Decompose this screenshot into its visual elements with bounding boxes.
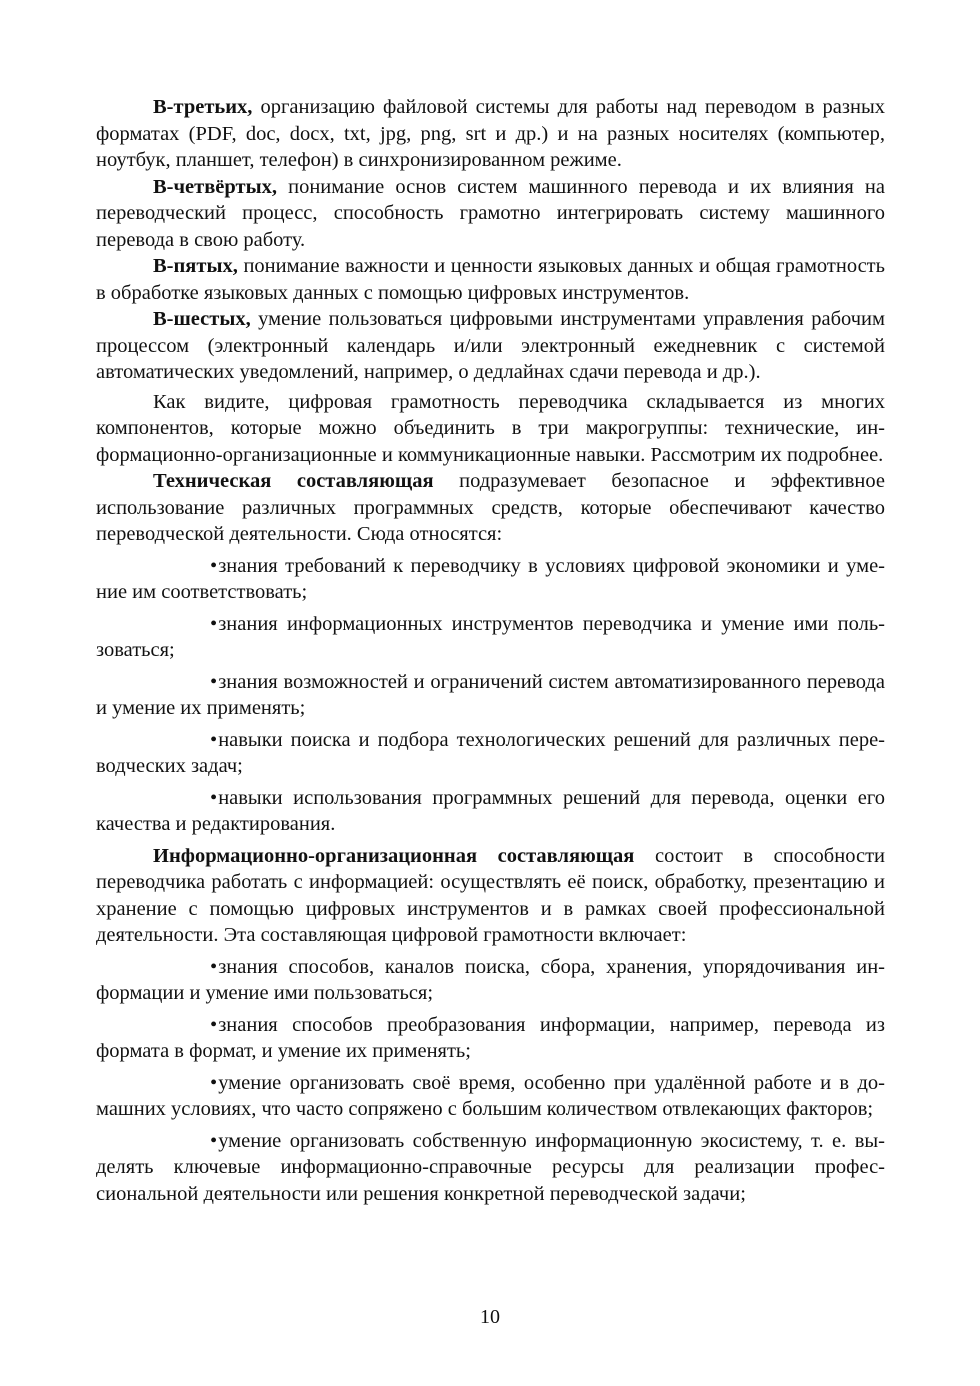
- paragraph-lead: В-шестых,: [153, 308, 251, 330]
- bullet-icon: •: [210, 728, 218, 751]
- paragraph-summary: [96, 389, 885, 469]
- bullet-icon: •: [210, 670, 218, 693]
- list-item-text: умение организовать собственную информационную экосистему, т. е. выделять ключевые информационно-справочные ресурсы для реализации профессиональной деятельности или решения конкретной переводческой задачи;: [96, 1129, 885, 1205]
- list-item: [96, 669, 885, 722]
- paragraph-info-org: [96, 843, 885, 949]
- list-item: [96, 611, 885, 664]
- paragraph-text: понимание основ систем машинного перевода и их влияния на переводческий процесс, способность грамотно интегрировать систему машинного перевода в свою работу.: [96, 175, 885, 251]
- bullet-icon: •: [210, 955, 218, 978]
- list-item-text: знания способов, каналов поиска, сбора, хранения, упорядочивания информации и умение ими пользоваться;: [96, 955, 885, 1004]
- list-item: [96, 1012, 885, 1065]
- paragraph-lead: В-четвёртых,: [153, 175, 277, 198]
- list-item: [96, 785, 885, 838]
- list-item-text: знания способов преобразования информации, например, перевода из формата в формат, и умение их применять;: [96, 1013, 885, 1062]
- list-item: [96, 954, 885, 1007]
- paragraph-text: подразумевает безопасное и эффективное использование различных программных средств, которые обеспечивают качество переводческой деятельности. Сюда относятся:: [96, 470, 885, 545]
- page-number: 10: [480, 1306, 500, 1328]
- paragraph-thirdly: [96, 94, 885, 174]
- paragraph-sixthly: [96, 306, 885, 386]
- list-item: [96, 727, 885, 780]
- list-item-text: умение организовать своё время, особенно при удалённой работе и в домашних условиях, что часто сопряжено с большим количеством отвлекающих факторов;: [96, 1071, 885, 1120]
- list-item: [96, 1070, 885, 1123]
- paragraph-lead: Информационно-организационная составляющая: [153, 844, 635, 867]
- list-item-text: знания требований к переводчику в условиях цифровой экономики и умение им соответствовать;: [96, 554, 885, 603]
- paragraph-fourthly: [96, 174, 885, 254]
- bullet-icon: •: [210, 612, 218, 635]
- paragraph-text: организацию файловой системы для работы над переводом в разных форматах (PDF, doc, docx, txt, jpg, png, srt и др.) и на разных носителях (компьютер, ноутбук, планшет, телефон) в синхронизированном режиме.: [96, 96, 885, 171]
- paragraph-text: понимание важности и ценности языковых данных и общая грамотность в обработке языковых данных с помощью цифровых инструментов.: [96, 255, 885, 304]
- bullet-icon: •: [210, 1071, 218, 1094]
- list-item: [96, 1128, 885, 1208]
- paragraph-lead: Техническая составляющая: [153, 470, 434, 492]
- paragraph-text: Как видите, цифровая грамотность переводчика складывается из многих компонентов, которые можно объединить в три макрогруппы: технические, информационно-организационные и коммуникационные навыки. Рассмотрим их подробнее.: [96, 390, 885, 466]
- paragraph-lead: В-третьих,: [153, 96, 253, 118]
- bullet-icon: •: [210, 1129, 218, 1152]
- paragraph-text: умение пользоваться цифровыми инструментами управления рабочим процессом (электронный календарь и/или электронный ежедневник с системой автоматических уведомлений, например, о дедлайнах сдачи перевода и др.).: [96, 308, 885, 383]
- bullet-icon: •: [210, 1013, 218, 1036]
- list-item: [96, 553, 885, 606]
- list-item-text: знания возможностей и ограничений систем автоматизированного перевода и умение их применять;: [96, 670, 885, 719]
- paragraph-technical: [96, 468, 885, 548]
- paragraph-fifthly: [96, 253, 885, 306]
- paragraph-lead: В-пятых,: [153, 255, 238, 277]
- paragraph-text: состоит в способности переводчика работать с информацией: осуществлять её поиск, обработку, презентацию и хранение с помощью цифровых инструментов и в рамках своей профессиональной деятельности. Эта составляющая цифровой грамотности включает:: [96, 844, 885, 946]
- list-item-text: знания информационных инструментов переводчика и умение ими пользоваться;: [96, 612, 885, 661]
- list-item-text: навыки поиска и подбора технологических решений для различных переводческих задач;: [96, 728, 885, 777]
- page-body: [96, 94, 885, 1207]
- bullet-icon: •: [210, 554, 218, 577]
- bullet-icon: •: [210, 786, 218, 809]
- list-item-text: навыки использования программных решений для перевода, оценки его качества и редактирования.: [96, 786, 885, 835]
